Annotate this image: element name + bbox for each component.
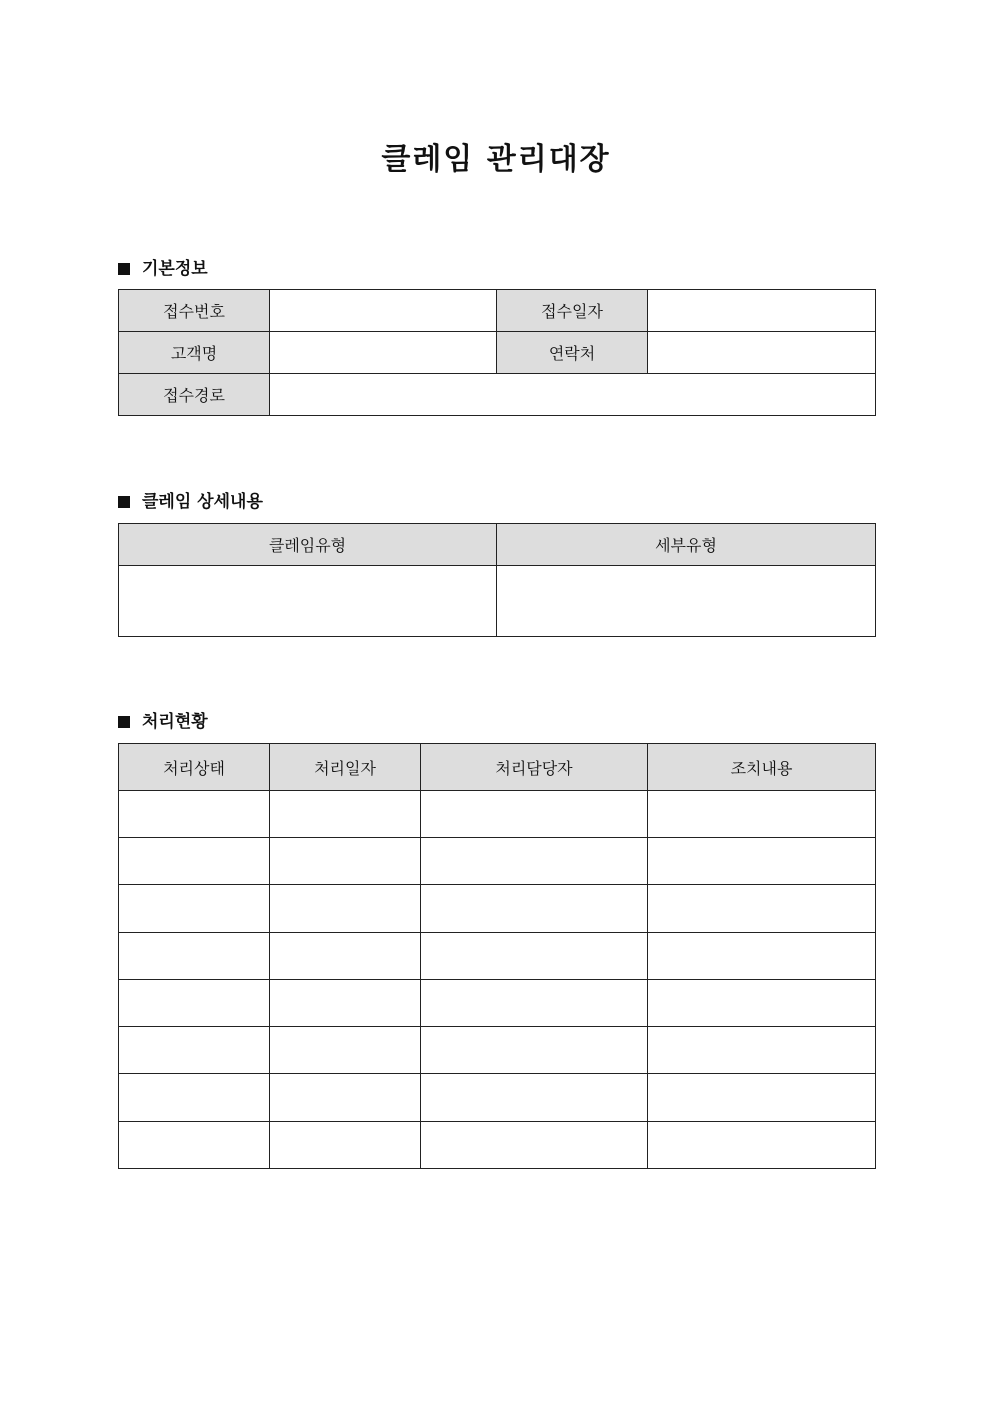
table-row: [119, 791, 876, 838]
table-row: [119, 566, 876, 637]
table-row: [119, 1122, 876, 1169]
date-header: 처리일자: [270, 744, 421, 791]
table-row: [119, 885, 876, 933]
square-bullet-icon: [118, 496, 130, 508]
manager-cell[interactable]: [421, 838, 648, 885]
table-row: [119, 290, 876, 332]
manager-cell[interactable]: [421, 885, 648, 933]
contact-label: 연락처: [497, 332, 648, 374]
status-cell[interactable]: [119, 1122, 270, 1169]
date-cell[interactable]: [270, 1122, 421, 1169]
manager-cell[interactable]: [421, 791, 648, 838]
table-row: [119, 838, 876, 885]
manager-cell[interactable]: [421, 1122, 648, 1169]
action-cell[interactable]: [648, 791, 876, 838]
table-row: [119, 374, 876, 416]
table-row: [119, 524, 876, 566]
receipt-date-label: 접수일자: [497, 290, 648, 332]
action-cell[interactable]: [648, 1122, 876, 1169]
action-cell[interactable]: [648, 838, 876, 885]
action-cell[interactable]: [648, 1027, 876, 1074]
date-cell[interactable]: [270, 980, 421, 1027]
receipt-no-label: 접수번호: [119, 290, 270, 332]
claim-type-field[interactable]: [119, 566, 497, 637]
customer-field[interactable]: [270, 332, 497, 374]
square-bullet-icon: [118, 263, 130, 275]
status-cell[interactable]: [119, 838, 270, 885]
table-row: [119, 1027, 876, 1074]
manager-cell[interactable]: [421, 1027, 648, 1074]
page-title: 클레임 관리대장: [381, 142, 611, 177]
receipt-date-field[interactable]: [648, 290, 876, 332]
processing-status-table: [118, 743, 876, 1169]
date-cell[interactable]: [270, 838, 421, 885]
customer-label: 고객명: [119, 332, 270, 374]
status-cell[interactable]: [119, 1074, 270, 1122]
contact-field[interactable]: [648, 332, 876, 374]
status-cell[interactable]: [119, 885, 270, 933]
manager-cell[interactable]: [421, 980, 648, 1027]
claim-detail-table: [118, 523, 876, 637]
table-row: [119, 1074, 876, 1122]
section-heading-basic: [118, 254, 208, 279]
table-header-row: [119, 744, 876, 791]
section-label: 처리현황: [142, 712, 208, 732]
section-heading-detail: [118, 487, 263, 512]
table-row: [119, 933, 876, 980]
channel-field[interactable]: [270, 374, 876, 416]
action-cell[interactable]: [648, 980, 876, 1027]
date-cell[interactable]: [270, 933, 421, 980]
sub-type-field[interactable]: [497, 566, 876, 637]
basic-info-table: [118, 289, 876, 416]
sub-type-header: 세부유형: [497, 524, 876, 566]
date-cell[interactable]: [270, 885, 421, 933]
action-header: 조치내용: [648, 744, 876, 791]
table-row: [119, 980, 876, 1027]
status-cell[interactable]: [119, 791, 270, 838]
status-cell[interactable]: [119, 980, 270, 1027]
table-row: [119, 332, 876, 374]
square-bullet-icon: [118, 716, 130, 728]
section-heading-status: [118, 707, 208, 732]
action-cell[interactable]: [648, 1074, 876, 1122]
action-cell[interactable]: [648, 885, 876, 933]
claim-type-header: 클레임유형: [119, 524, 497, 566]
section-label: 기본정보: [142, 259, 208, 279]
date-cell[interactable]: [270, 791, 421, 838]
action-cell[interactable]: [648, 933, 876, 980]
receipt-no-field[interactable]: [270, 290, 497, 332]
section-label: 클레임 상세내용: [142, 492, 263, 512]
manager-cell[interactable]: [421, 1074, 648, 1122]
date-cell[interactable]: [270, 1074, 421, 1122]
status-header: 처리상태: [119, 744, 270, 791]
manager-cell[interactable]: [421, 933, 648, 980]
status-cell[interactable]: [119, 1027, 270, 1074]
manager-header: 처리담당자: [421, 744, 648, 791]
date-cell[interactable]: [270, 1027, 421, 1074]
channel-label: 접수경로: [119, 374, 270, 416]
status-cell[interactable]: [119, 933, 270, 980]
